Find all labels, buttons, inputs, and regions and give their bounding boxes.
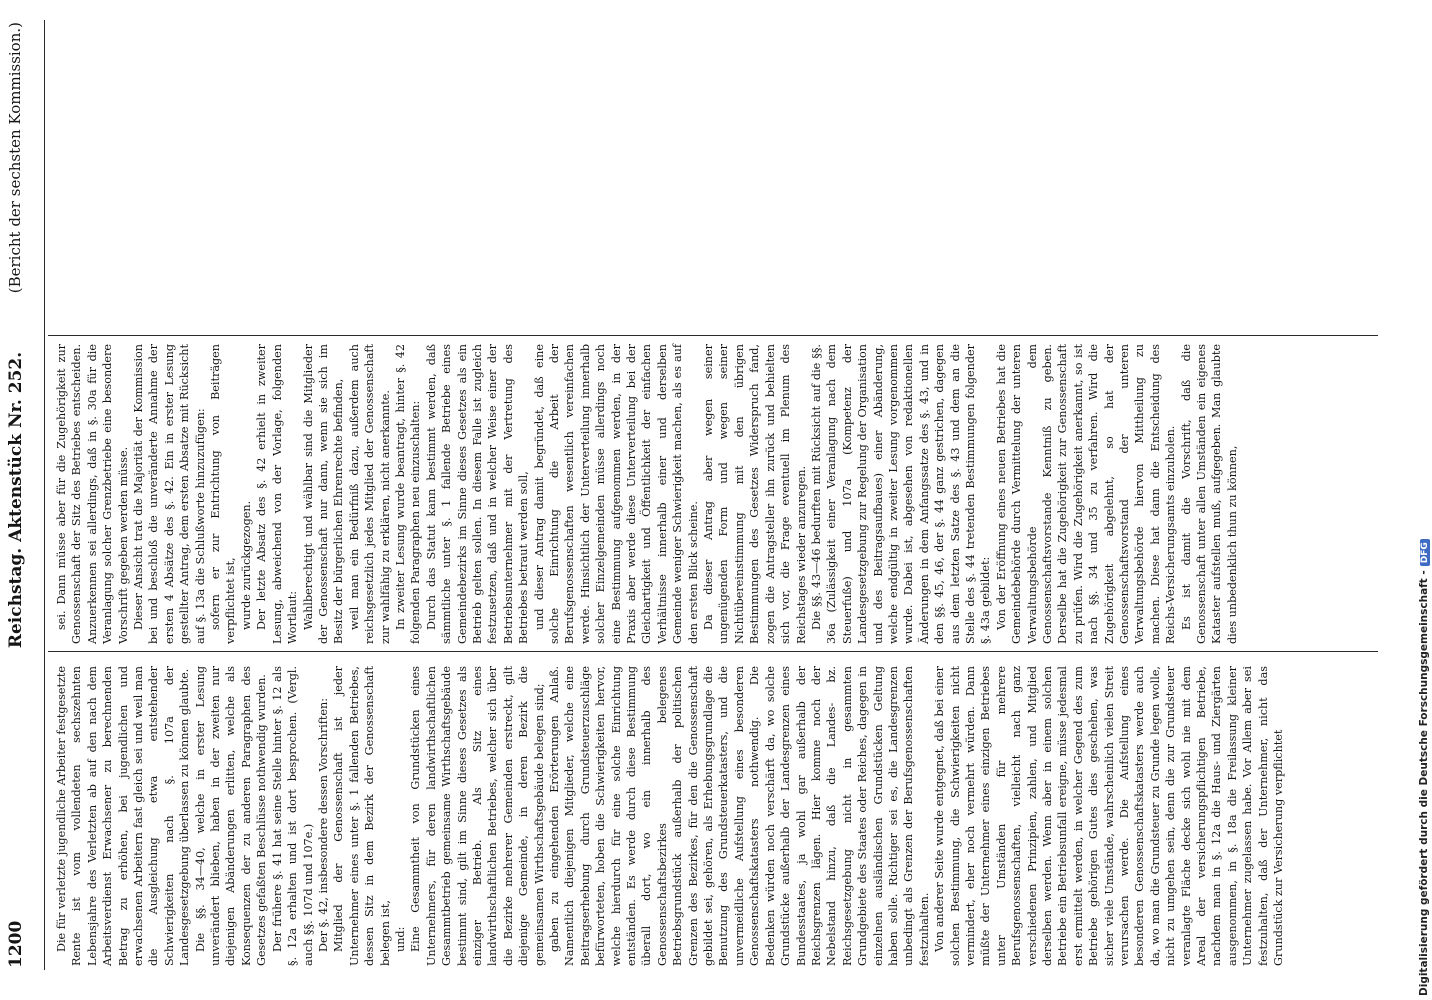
digitization-credit bbox=[1418, 539, 1430, 996]
page-header bbox=[0, 10, 40, 990]
paragraph: wurde zurückgezogen. bbox=[239, 500, 253, 630]
page-subtitle: (Bericht der sechsten Kommission.) bbox=[6, 22, 24, 294]
text-column-middle bbox=[54, 344, 1374, 644]
paragraph: Der letzte Absatz des §. 42 erhielt in zweiter Lesung, abweichend von der Vorlage, folgenden Wortlaut: bbox=[255, 344, 300, 644]
paragraph: In zweiter Lesung wurde beantragt, hinter §. 42 folgenden Paragraphen neu einzuschalten: bbox=[393, 344, 423, 644]
column-divider bbox=[48, 651, 1378, 652]
paragraph: Wahlberechtigt und wählbar sind die Mitglieder der Genossenschaft nur dann, wenn sie sich im Besitz der bürgerlichen Ehrenrechte befinden, bbox=[301, 344, 346, 644]
paragraph: Der §. 42, insbesondere dessen Vorschriften: bbox=[316, 698, 330, 952]
rotated-document-page bbox=[0, 10, 1380, 990]
paragraph: Mitglied der Genossenschaft ist jeder Unternehmer eines unter §. 1 fallenden Betriebes, dessen Sitz in dem Bezirk der Genossenschaft belegen ist, bbox=[332, 666, 392, 966]
text-column-left bbox=[54, 666, 1374, 966]
paragraph: weil man ein Bedürfniß dazu, außerdem auch reichsgesetzlich jedes Mitglied der Genossenschaft zur wahlfähig zu erklären, nicht anerkannte. bbox=[347, 344, 392, 644]
paragraph: Von der Eröffnung eines neuen Betriebes hat die Gemeindebehörde durch Vermittelung der unteren Verwaltungsbehörde dem Genossenschaftsvorstande Kenntniß zu geben. Derselbe hat die Zugehörigkeit zur Genossenschaft zu prüfen. Wird die Zugehörigkeit anerkannt, so ist nach §§. 34 und 35 zu verfahren. Wird die Zugehörigkeit abgelehnt, so hat der Genossenschaftsvorstand der unteren Verwaltungsbehörde hiervon Mittheilung zu machen. Diese hat dann die Entscheidung des Reichs-Versicherungsamts einzuholen. bbox=[994, 344, 1178, 644]
paragraph: und dieser Antrag damit begründet, daß eine solche Einrichtung die Arbeit der Berufsgenossenschaften wesentlich vereinfachen werde. Hinsichtlich der Unterverteilung innerhalb solcher Einzelgemeinden müsse allerdings noch eine Bestimmung aufgenommen werden, in der Praxis aber werde diese Unterverteilung bei der Gleichartigkeit und Öffentlichkeit der einfachen Verhältnisse innerhalb einer und derselben Gemeinde weniger Schwierigkeit machen, als es auf den ersten Blick scheine. bbox=[532, 344, 700, 644]
paragraph: Die für verletzte jugendliche Arbeiter festgesetzte Rente ist vom vollendeten sechszehnten Lebensjahre des Verletzten ab auf den nach dem Arbeitsverdienst Erwachsener zu berechnenden Betrag zu erhöhen, bei jugendlichen und erwachsenen Arbeitern fast gleich sei und weil man die Ausgleichung etwa entstehender Schwierigkeiten nach §. 107a der Landesgesetzgebung überlassen zu können glaubte. bbox=[55, 666, 192, 966]
paragraph: Von anderer Seite wurde entgegnet, daß bei einer solchen Bestimmung, die Schwierigkeiten nicht vermindert, eher noch vermehrt würden. Dann müßte der Unternehmer eines einzigen Betriebes unter Umständen für mehrere Berufsgenossenschaften, vielleicht nach ganz verschiedenen Prinzipien, zahlen, und Mitglied derselben werden. Wenn aber in einem solchen Betriebe ein Betriebsunfall ereigne, müsse jedesmal erst ermittelt werden, in welcher Gegend des zum Betriebe gehörigen Gutes dies geschehen, was sicher viele Umstände, wahrscheinlich vielen Streit verursachen werde. Die Aufstellung eines besonderen Genossenschaftskatasters werde auch da, wo man die Grundsteuer zu Grunde legen wolle, nicht zu umgehen sein, denn die zur Grundsteuer veranlagte Fläche decke sich wohl nie mit dem Areal der versicherungspflichtigen Betriebe, nachdem man in §. 12a die Haus- und Ziergärten ausgenommen, in §. 18a die Freilassung kleiner Unternehmer zugelassen habe. Vor Allem aber sei festzuhalten, daß der Unternehmer, nicht das Grundstück zur Versicherung verpflichtet bbox=[933, 666, 1286, 966]
paragraph: Die §§. 34—40, welche in erster Lesung unverändert blieben, haben in der zweiten nur diejenigen Abänderungen erlitten, welche als Konsequenzen der zu anderen Paragraphen des Gesetzes gefaßten Beschlüsse nothwendig wurden. bbox=[193, 666, 269, 966]
paragraph: sei. Dann müsse aber für die Zugehörigkeit zur Genossenschaft der Sitz des Betriebes entscheiden. Anzuerkennen sei allerdings, daß in §. 30a für die Veranlagung solcher Grenzbetriebe eine besondere Vorschrift gegeben werden müsse. bbox=[55, 344, 130, 644]
header-rule bbox=[44, 20, 45, 970]
paragraph: Es ist damit die Vorschrift, daß die Genossenschaft unter allen Umständen ein eigenes Kataster aufstellen muß, aufgegeben. Man glaubte dies unbedenklich thun zu können, bbox=[1179, 344, 1239, 644]
credit-text: Digitalisierung gefördert durch die Deutsche Forschungsgemeinschaft - bbox=[1418, 570, 1430, 996]
paragraph: Die §§. 43—46 bedurften mit Rücksicht auf die §§. 36a (Zulässigkeit einer Veranlagung nach dem Steuerfuße) und 107a (Kompetenz der Landesgesetzgebung zur Regelung der Organisation und des Beitragsaufbaues) einer Abänderung, welche endgültig in zweiter Lesung vorgenommen wurde. Dabei ist, abgesehen von redaktionellen Änderungen in dem Anfangssatze des §. 43, und in den §§. 45, 46, der §. 44 ganz gestrichen, dagegen aus dem letzten Satze des §. 43 und dem an die Stelle des §. 44 tretenden Bestimmungen folgender §. 43a gebildet: bbox=[809, 344, 993, 644]
page-number: 1200 bbox=[6, 920, 26, 968]
paragraph: und: bbox=[393, 926, 407, 952]
dfg-logo: DFG bbox=[1420, 539, 1430, 566]
paragraph: Da dieser Antrag aber wegen seiner ungenügenden Form und wegen seiner Nichtübereinstimmung mit den übrigen Bestimmungen des Gesetzes Widerspruch fand, zogen die Antragsteller ihn zurück und behielten sich vor, die Frage eventuell im Plenum des Reichstages wieder anzuregen. bbox=[702, 344, 808, 644]
page-title: Reichstag. Aktenstück Nr. 252. bbox=[6, 351, 26, 649]
column-divider bbox=[48, 335, 1378, 336]
paragraph: Der frühere §. 41 hat seine Stelle hinter §. 12 als §. 12a erhalten und ist dort besprochen. (Vergl. auch §§. 107d und 107e.) bbox=[270, 666, 315, 966]
paragraph: Durch das Statut kann bestimmt werden, daß sämmtliche unter §. 1 fallende Betriebe eines Gemeindebezirks im Sinne dieses Gesetzes als ein Betrieb gelten sollen. In diesem Falle ist zugleich festzusetzen, daß und in welcher Weise einer der Betriebsunternehmer mit der Vertretung des Betriebes betraut werden soll, bbox=[424, 344, 531, 644]
paragraph: sofern er zur Entrichtung von Beiträgen verpflichtet ist, bbox=[209, 344, 238, 644]
paragraph: Eine Gesammtheit von Grundstücken eines Unternehmers, für deren landwirthschaftlichen Gesammtbetrieb gemeinsame Wirthschaftsgebäude bestimmt sind, gilt im Sinne dieses Gesetzes als einziger Betrieb. Als Sitz eines landwirthschaftlichen Betriebes, welcher sich über die Bezirke mehrerer Gemeinden erstreckt, gilt diejenige Gemeinde, in deren Bezirk die gemeinsamen Wirthschaftsgebäude belegen sind; bbox=[409, 666, 546, 966]
paragraph: Dieser Ansicht trat die Majorität der Kommission bei und beschloß die unveränderte Annahme der ersten 4 Absätze des §. 42. Ein in erster Lesung gestellter Antrag, dem ersten Absatze mit Rücksicht auf §. 13a die Schlußworte hinzuzufügen: bbox=[132, 344, 207, 644]
paragraph: gaben zu eingehenden Erörterungen Anlaß. Namentlich diejenigen Mitglieder, welche eine Beitragserhebung durch Grundsteuerzuschläge befürworteten, hoben die Schwierigkeiten hervor, welche hierdurch für eine solche Einrichtung entständen. Es werde durch diese Bestimmung überall dort, wo ein innerhalb des Genossenschaftsbezirkes belegenes Betriebsgrundstück außerhalb der politischen Grenzen des Bezirkes, für den die Genossenschaft gebildet sei, gehören, als Erhebungsgrundlage die Benutzung des Grundsteuerkatasters, und die unvermeidliche Aufstellung eines besonderen Genossenschaftskatasters nothwendig. Die Bedenken würden noch verschärft da, wo solche Grundstücke außerhalb der Landesgrenzen eines Bundesstaates, ja wohl gar außerhalb der Reichsgrenzen lägen. Hier komme noch der Nebelstand hinzu, daß die Landes- bz. Reichsgesetzgebung nicht in gesammten Grundgebiete des Staates oder Reiches, dagegen in einzelnen ausländischen Grundstücken Geltung haben solle. Richtiger sei es, die Landesgrenzen unbedingt als Grenzen der Berufsgenossenschaften festzuhalten. bbox=[548, 666, 931, 966]
